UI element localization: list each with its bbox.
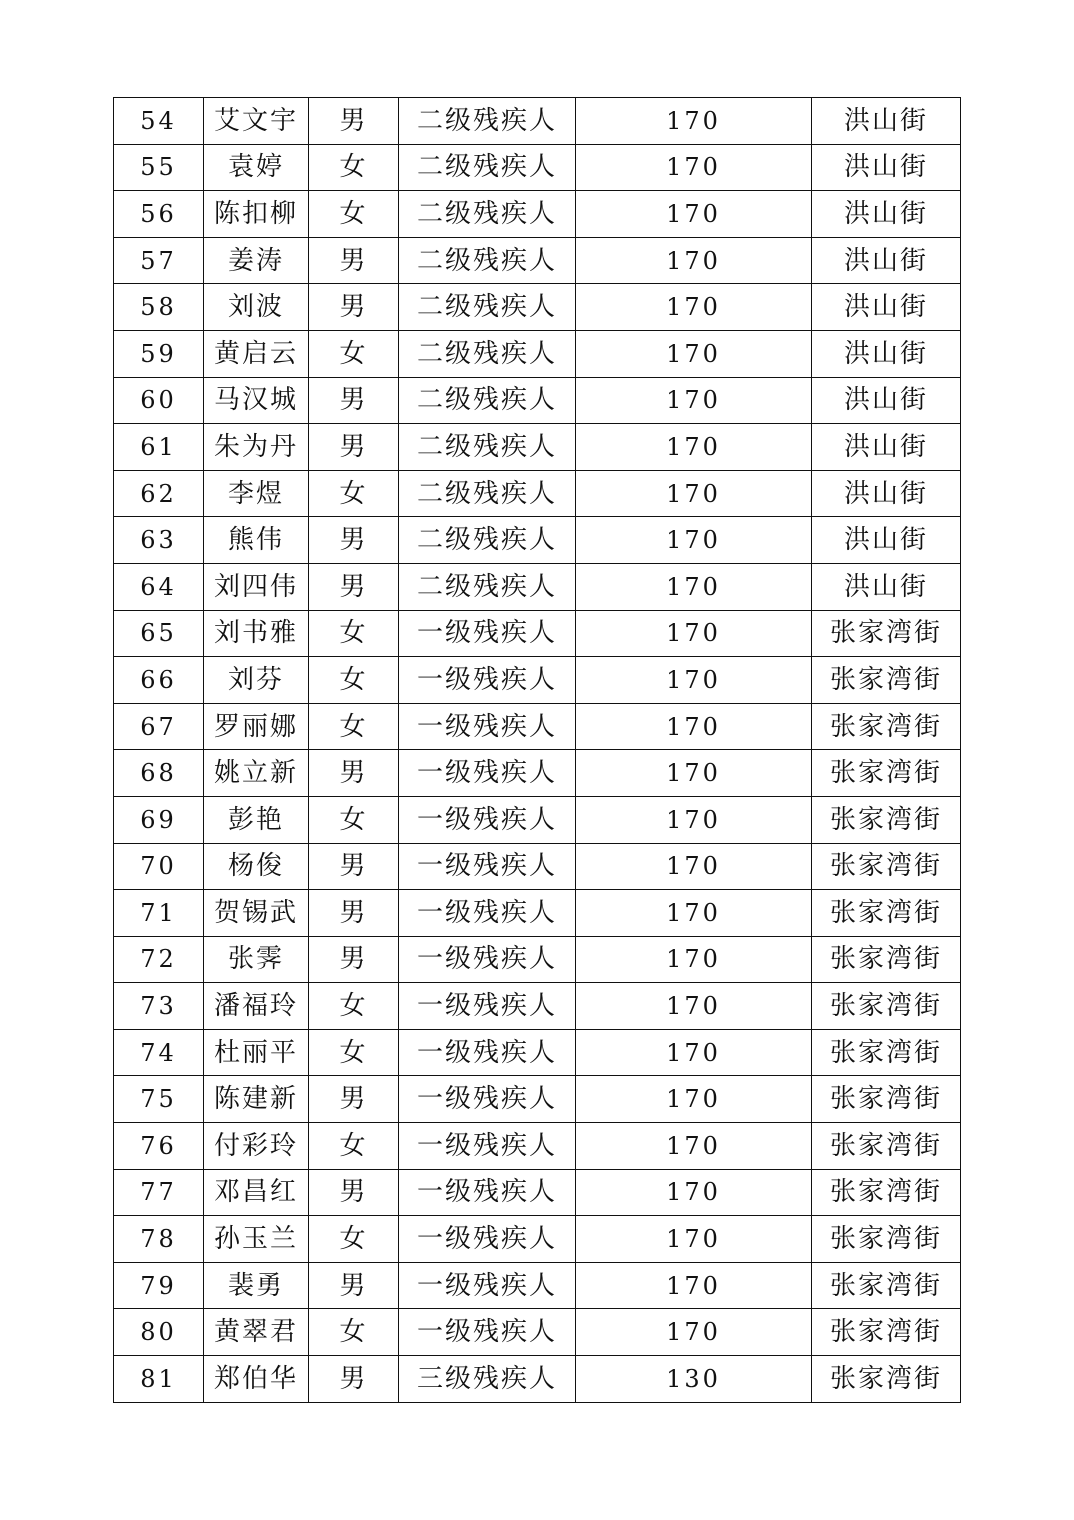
cell-disability-level: 一级残疾人 <box>399 1309 576 1356</box>
cell-amount: 170 <box>576 657 812 704</box>
cell-sex: 男 <box>309 1169 399 1216</box>
cell-street: 张家湾街 <box>812 890 961 937</box>
cell-disability-level: 二级残疾人 <box>399 144 576 191</box>
cell-disability-level: 一级残疾人 <box>399 1123 576 1170</box>
cell-sex: 女 <box>309 796 399 843</box>
cell-name: 付彩玲 <box>204 1123 309 1170</box>
table-row <box>114 517 961 564</box>
cell-number: 78 <box>114 1216 204 1263</box>
cell-sex: 男 <box>309 890 399 937</box>
cell-street: 张家湾街 <box>812 1123 961 1170</box>
cell-name: 袁婷 <box>204 144 309 191</box>
cell-street: 洪山街 <box>812 563 961 610</box>
cell-sex: 男 <box>309 424 399 471</box>
cell-sex: 男 <box>309 1262 399 1309</box>
cell-number: 60 <box>114 377 204 424</box>
table-row <box>114 563 961 610</box>
cell-disability-level: 一级残疾人 <box>399 843 576 890</box>
cell-disability-level: 二级残疾人 <box>399 470 576 517</box>
cell-sex: 女 <box>309 657 399 704</box>
cell-sex: 男 <box>309 843 399 890</box>
table-row <box>114 1076 961 1123</box>
cell-sex: 男 <box>309 517 399 564</box>
cell-street: 张家湾街 <box>812 936 961 983</box>
cell-sex: 女 <box>309 470 399 517</box>
cell-number: 79 <box>114 1262 204 1309</box>
cell-disability-level: 二级残疾人 <box>399 563 576 610</box>
cell-disability-level: 一级残疾人 <box>399 750 576 797</box>
cell-name: 黄翠君 <box>204 1309 309 1356</box>
cell-amount: 170 <box>576 144 812 191</box>
cell-number: 67 <box>114 703 204 750</box>
cell-street: 张家湾街 <box>812 796 961 843</box>
cell-number: 62 <box>114 470 204 517</box>
cell-street: 张家湾街 <box>812 983 961 1030</box>
cell-number: 70 <box>114 843 204 890</box>
cell-amount: 170 <box>576 796 812 843</box>
cell-street: 张家湾街 <box>812 657 961 704</box>
cell-street: 张家湾街 <box>812 1029 961 1076</box>
cell-name: 李煜 <box>204 470 309 517</box>
cell-amount: 170 <box>576 377 812 424</box>
cell-name: 熊伟 <box>204 517 309 564</box>
cell-sex: 女 <box>309 144 399 191</box>
cell-amount: 170 <box>576 98 812 145</box>
roster-table <box>113 97 961 1403</box>
cell-name: 邓昌红 <box>204 1169 309 1216</box>
cell-amount: 170 <box>576 1123 812 1170</box>
cell-name: 姜涛 <box>204 237 309 284</box>
cell-name: 裴勇 <box>204 1262 309 1309</box>
cell-sex: 男 <box>309 237 399 284</box>
table-row <box>114 1169 961 1216</box>
table-row <box>114 330 961 377</box>
cell-disability-level: 一级残疾人 <box>399 936 576 983</box>
cell-amount: 170 <box>576 890 812 937</box>
cell-street: 张家湾街 <box>812 610 961 657</box>
cell-street: 洪山街 <box>812 424 961 471</box>
table-row <box>114 284 961 331</box>
cell-street: 张家湾街 <box>812 703 961 750</box>
cell-amount: 170 <box>576 1216 812 1263</box>
roster-table-body <box>114 98 961 1403</box>
cell-amount: 170 <box>576 610 812 657</box>
cell-amount: 170 <box>576 1169 812 1216</box>
table-row <box>114 1216 961 1263</box>
cell-amount: 170 <box>576 703 812 750</box>
cell-sex: 男 <box>309 936 399 983</box>
cell-street: 张家湾街 <box>812 750 961 797</box>
cell-street: 张家湾街 <box>812 1309 961 1356</box>
cell-street: 洪山街 <box>812 98 961 145</box>
cell-number: 59 <box>114 330 204 377</box>
cell-sex: 女 <box>309 983 399 1030</box>
cell-street: 洪山街 <box>812 470 961 517</box>
cell-street: 洪山街 <box>812 144 961 191</box>
table-row <box>114 144 961 191</box>
cell-amount: 170 <box>576 843 812 890</box>
cell-name: 朱为丹 <box>204 424 309 471</box>
table-row <box>114 98 961 145</box>
cell-number: 80 <box>114 1309 204 1356</box>
cell-amount: 170 <box>576 1262 812 1309</box>
cell-amount: 170 <box>576 1076 812 1123</box>
cell-street: 洪山街 <box>812 517 961 564</box>
cell-sex: 女 <box>309 703 399 750</box>
cell-disability-level: 一级残疾人 <box>399 890 576 937</box>
cell-number: 65 <box>114 610 204 657</box>
cell-sex: 女 <box>309 191 399 238</box>
cell-number: 61 <box>114 424 204 471</box>
cell-number: 57 <box>114 237 204 284</box>
cell-sex: 男 <box>309 284 399 331</box>
cell-street: 张家湾街 <box>812 843 961 890</box>
cell-amount: 170 <box>576 424 812 471</box>
table-row <box>114 377 961 424</box>
cell-sex: 男 <box>309 377 399 424</box>
cell-number: 75 <box>114 1076 204 1123</box>
cell-amount: 130 <box>576 1356 812 1403</box>
cell-disability-level: 一级残疾人 <box>399 703 576 750</box>
cell-name: 刘四伟 <box>204 563 309 610</box>
cell-name: 陈建新 <box>204 1076 309 1123</box>
cell-street: 洪山街 <box>812 237 961 284</box>
cell-amount: 170 <box>576 191 812 238</box>
cell-number: 76 <box>114 1123 204 1170</box>
cell-number: 69 <box>114 796 204 843</box>
table-row <box>114 657 961 704</box>
cell-street: 洪山街 <box>812 284 961 331</box>
cell-sex: 女 <box>309 330 399 377</box>
cell-number: 63 <box>114 517 204 564</box>
cell-disability-level: 二级残疾人 <box>399 191 576 238</box>
table-row <box>114 843 961 890</box>
cell-street: 张家湾街 <box>812 1076 961 1123</box>
cell-name: 彭艳 <box>204 796 309 843</box>
cell-amount: 170 <box>576 237 812 284</box>
cell-number: 58 <box>114 284 204 331</box>
cell-name: 马汉城 <box>204 377 309 424</box>
cell-amount: 170 <box>576 470 812 517</box>
cell-street: 洪山街 <box>812 330 961 377</box>
table-row <box>114 936 961 983</box>
cell-disability-level: 二级残疾人 <box>399 98 576 145</box>
cell-name: 杜丽平 <box>204 1029 309 1076</box>
cell-disability-level: 一级残疾人 <box>399 1029 576 1076</box>
cell-amount: 170 <box>576 284 812 331</box>
cell-street: 张家湾街 <box>812 1356 961 1403</box>
cell-name: 陈扣柳 <box>204 191 309 238</box>
cell-sex: 男 <box>309 98 399 145</box>
cell-name: 潘福玲 <box>204 983 309 1030</box>
cell-number: 71 <box>114 890 204 937</box>
cell-street: 张家湾街 <box>812 1169 961 1216</box>
cell-number: 81 <box>114 1356 204 1403</box>
table-row <box>114 750 961 797</box>
cell-street: 洪山街 <box>812 191 961 238</box>
cell-disability-level: 一级残疾人 <box>399 1169 576 1216</box>
cell-amount: 170 <box>576 1029 812 1076</box>
cell-name: 黄启云 <box>204 330 309 377</box>
cell-number: 68 <box>114 750 204 797</box>
cell-disability-level: 二级残疾人 <box>399 284 576 331</box>
cell-disability-level: 一级残疾人 <box>399 1262 576 1309</box>
cell-street: 张家湾街 <box>812 1262 961 1309</box>
table-row <box>114 237 961 284</box>
table-row <box>114 1356 961 1403</box>
cell-sex: 男 <box>309 563 399 610</box>
cell-amount: 170 <box>576 983 812 1030</box>
cell-name: 贺锡武 <box>204 890 309 937</box>
cell-sex: 女 <box>309 610 399 657</box>
table-row <box>114 1309 961 1356</box>
cell-sex: 男 <box>309 1356 399 1403</box>
table-row <box>114 610 961 657</box>
table-row <box>114 890 961 937</box>
table-row <box>114 1123 961 1170</box>
cell-number: 55 <box>114 144 204 191</box>
cell-name: 郑伯华 <box>204 1356 309 1403</box>
cell-name: 刘书雅 <box>204 610 309 657</box>
cell-name: 刘波 <box>204 284 309 331</box>
table-row <box>114 470 961 517</box>
cell-amount: 170 <box>576 563 812 610</box>
table-row <box>114 1262 961 1309</box>
cell-name: 孙玉兰 <box>204 1216 309 1263</box>
table-row <box>114 1029 961 1076</box>
cell-street: 张家湾街 <box>812 1216 961 1263</box>
cell-disability-level: 二级残疾人 <box>399 424 576 471</box>
cell-number: 73 <box>114 983 204 1030</box>
cell-number: 77 <box>114 1169 204 1216</box>
cell-number: 56 <box>114 191 204 238</box>
cell-disability-level: 一级残疾人 <box>399 1076 576 1123</box>
table-row <box>114 796 961 843</box>
cell-disability-level: 一级残疾人 <box>399 610 576 657</box>
cell-amount: 170 <box>576 330 812 377</box>
cell-amount: 170 <box>576 936 812 983</box>
cell-disability-level: 一级残疾人 <box>399 796 576 843</box>
cell-number: 66 <box>114 657 204 704</box>
cell-sex: 女 <box>309 1123 399 1170</box>
cell-disability-level: 一级残疾人 <box>399 657 576 704</box>
table-row <box>114 983 961 1030</box>
cell-sex: 女 <box>309 1029 399 1076</box>
cell-name: 艾文宇 <box>204 98 309 145</box>
cell-name: 张霁 <box>204 936 309 983</box>
cell-amount: 170 <box>576 1309 812 1356</box>
cell-number: 54 <box>114 98 204 145</box>
cell-name: 刘芬 <box>204 657 309 704</box>
cell-sex: 女 <box>309 1216 399 1263</box>
cell-name: 罗丽娜 <box>204 703 309 750</box>
cell-number: 64 <box>114 563 204 610</box>
cell-disability-level: 一级残疾人 <box>399 1216 576 1263</box>
cell-disability-level: 二级残疾人 <box>399 330 576 377</box>
cell-sex: 男 <box>309 750 399 797</box>
cell-number: 74 <box>114 1029 204 1076</box>
cell-disability-level: 二级残疾人 <box>399 517 576 564</box>
table-row <box>114 703 961 750</box>
cell-sex: 男 <box>309 1076 399 1123</box>
cell-amount: 170 <box>576 517 812 564</box>
cell-disability-level: 一级残疾人 <box>399 983 576 1030</box>
cell-number: 72 <box>114 936 204 983</box>
cell-disability-level: 二级残疾人 <box>399 237 576 284</box>
cell-name: 姚立新 <box>204 750 309 797</box>
table-row <box>114 424 961 471</box>
cell-amount: 170 <box>576 750 812 797</box>
cell-disability-level: 三级残疾人 <box>399 1356 576 1403</box>
cell-sex: 女 <box>309 1309 399 1356</box>
cell-street: 洪山街 <box>812 377 961 424</box>
cell-name: 杨俊 <box>204 843 309 890</box>
table-row <box>114 191 961 238</box>
cell-disability-level: 二级残疾人 <box>399 377 576 424</box>
